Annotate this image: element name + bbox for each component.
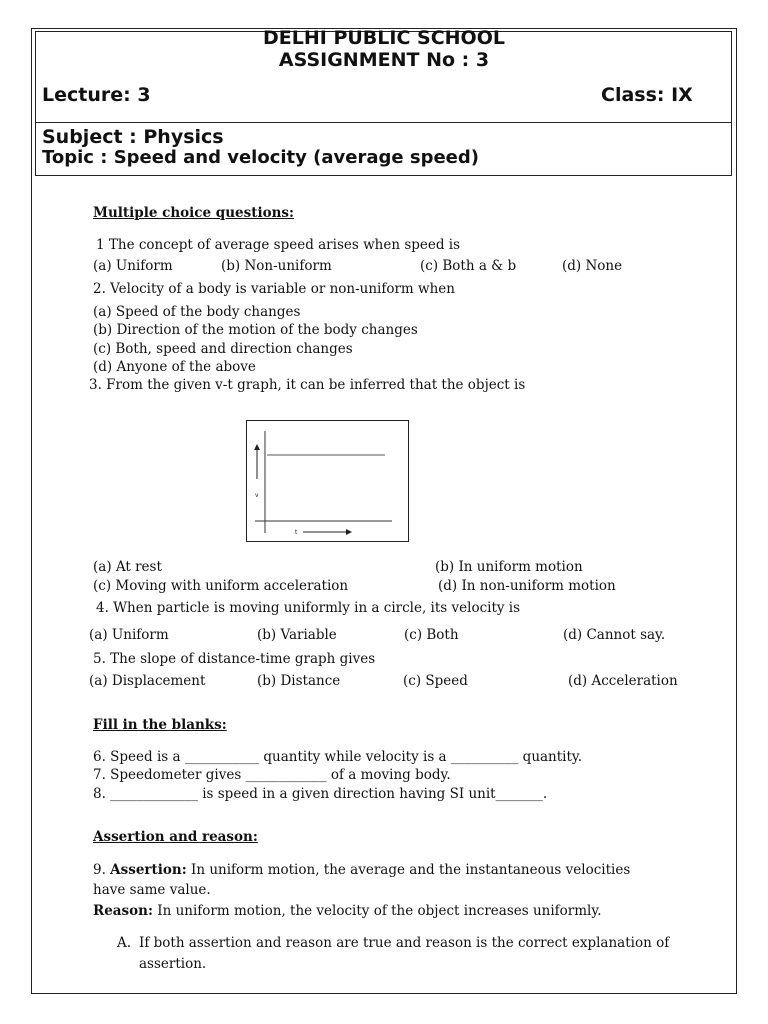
assertion-text: In uniform motion, the average and the instantaneous velocities bbox=[186, 862, 631, 878]
mcq-heading: Multiple choice questions: bbox=[93, 205, 294, 221]
fill-heading: Fill in the blanks: bbox=[93, 717, 227, 733]
header-divider bbox=[35, 122, 732, 123]
option-a-line1: If both assertion and reason are true and reason is the correct explanation of bbox=[139, 935, 670, 951]
reason-label: Reason: bbox=[93, 903, 153, 919]
q5-text: 5. The slope of distance-time graph gives bbox=[93, 651, 376, 667]
q9-assertion bbox=[93, 862, 630, 878]
subject-label: Subject : Physics bbox=[42, 126, 224, 148]
vt-graph-svg bbox=[247, 421, 408, 541]
assertion-heading: Assertion and reason: bbox=[93, 829, 258, 845]
q4-option-a: (a) Uniform bbox=[89, 627, 169, 643]
q2-option-d: (d) Anyone of the above bbox=[93, 359, 256, 375]
q9-reason bbox=[93, 903, 601, 919]
q2-option-c: (c) Both, speed and direction changes bbox=[93, 341, 353, 357]
topic-label: Topic : Speed and velocity (average speed) bbox=[42, 147, 479, 168]
vt-graph-x-label: t bbox=[295, 529, 298, 536]
q4-text: 4. When particle is moving uniformly in a circle, its velocity is bbox=[96, 600, 521, 616]
vt-graph bbox=[246, 420, 409, 542]
assertion-label: Assertion: bbox=[110, 862, 187, 878]
q2-text: 2. Velocity of a body is variable or non-uniform when bbox=[93, 281, 455, 297]
reason-text: In uniform motion, the velocity of the object increases uniformly. bbox=[152, 903, 602, 919]
q3-option-a: (a) At rest bbox=[93, 559, 162, 575]
option-a-line2: assertion. bbox=[139, 956, 207, 972]
vt-graph-y-label: v bbox=[255, 492, 259, 499]
q5-option-d: (d) Acceleration bbox=[568, 673, 678, 689]
q3-option-d: (d) In non-uniform motion bbox=[438, 578, 616, 594]
lecture-label: Lecture: 3 bbox=[42, 84, 151, 106]
q3-text: 3. From the given v-t graph, it can be inferred that the object is bbox=[89, 377, 526, 393]
q8-text: 8. _____________ is speed in a given direction having SI unit_______. bbox=[93, 786, 548, 802]
school-name: DELHI PUBLIC SCHOOL bbox=[263, 27, 505, 49]
q4-option-c: (c) Both bbox=[404, 627, 459, 643]
q6-text: 6. Speed is a ___________ quantity while velocity is a __________ quantity. bbox=[93, 749, 583, 765]
q4-option-b: (b) Variable bbox=[257, 627, 337, 643]
q1-option-b: (b) Non-uniform bbox=[221, 258, 332, 274]
class-label: Class: IX bbox=[601, 84, 693, 106]
q4-option-d: (d) Cannot say. bbox=[563, 627, 666, 643]
q1-text: 1 The concept of average speed arises when speed is bbox=[96, 237, 461, 253]
q2-option-b: (b) Direction of the motion of the body changes bbox=[93, 322, 418, 338]
q3-option-b: (b) In uniform motion bbox=[435, 559, 583, 575]
assignment-title: ASSIGNMENT No : 3 bbox=[278, 49, 490, 71]
q1-option-c: (c) Both a & b bbox=[420, 258, 517, 274]
q1-option-d: (d) None bbox=[562, 258, 623, 274]
q1-option-a: (a) Uniform bbox=[93, 258, 173, 274]
option-a-marker: A. bbox=[117, 935, 132, 951]
q5-option-a: (a) Displacement bbox=[89, 673, 206, 689]
q7-text: 7. Speedometer gives ____________ of a moving body. bbox=[93, 767, 451, 783]
q2-option-a: (a) Speed of the body changes bbox=[93, 304, 301, 320]
q3-option-c: (c) Moving with uniform acceleration bbox=[93, 578, 349, 594]
q5-option-b: (b) Distance bbox=[257, 673, 341, 689]
q5-option-c: (c) Speed bbox=[403, 673, 468, 689]
q9-number: 9. bbox=[93, 862, 111, 878]
assertion-text-continued: have same value. bbox=[93, 882, 211, 898]
